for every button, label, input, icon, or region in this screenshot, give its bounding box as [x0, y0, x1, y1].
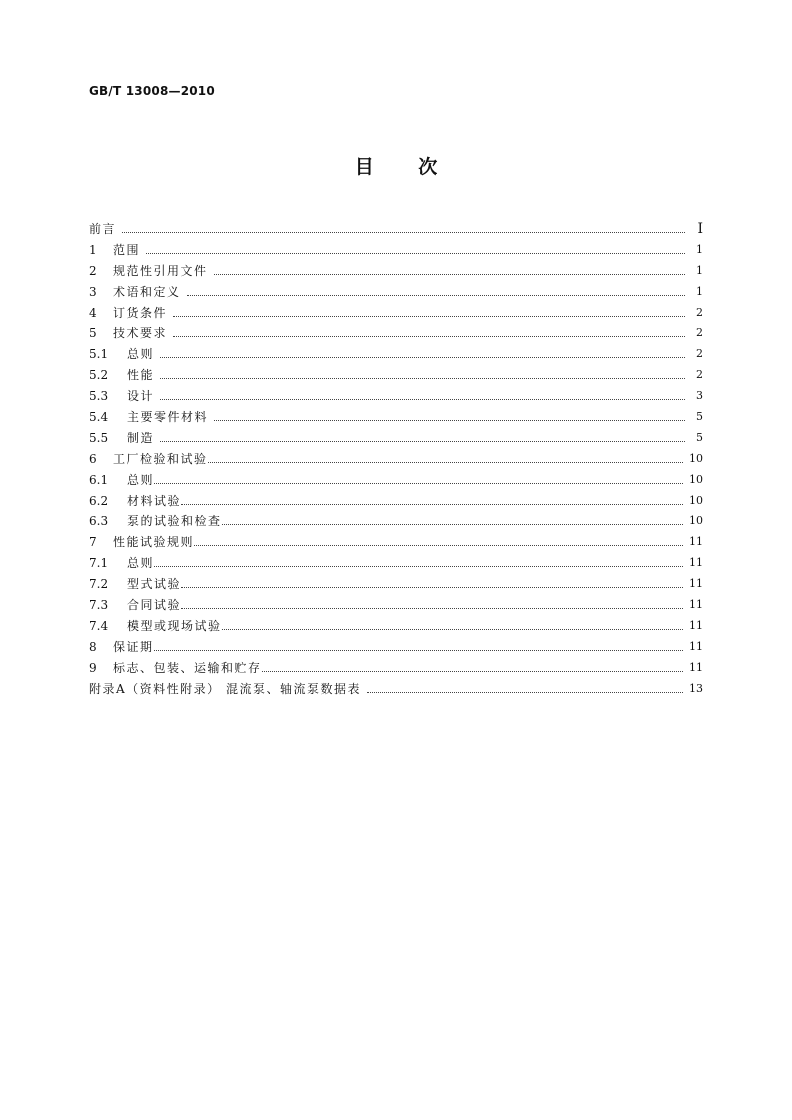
toc-dot-leader: [208, 461, 683, 463]
toc-entry-label: 模型或现场试验: [127, 618, 222, 633]
toc-entry[interactable]: [89, 236, 703, 257]
toc-entry-page: 2: [696, 326, 703, 340]
toc-entry-number: 6: [89, 451, 97, 466]
toc-dot-leader: [194, 544, 683, 546]
toc-dot-leader: [160, 398, 685, 400]
toc-entry-label: 主要零件材料: [127, 410, 209, 425]
toc-dot-leader: [122, 231, 685, 233]
toc-dot-leader: [214, 273, 685, 275]
toc-entry-label: 规范性引用文件: [113, 263, 208, 278]
toc-entry-number: 7.4: [89, 618, 109, 633]
toc-dot-leader: [181, 503, 683, 505]
toc-entry-page: 11: [689, 639, 703, 653]
toc-entry-label: 性能: [127, 368, 155, 383]
toc-entry-number: 9: [89, 660, 97, 675]
toc-entry-page: 3: [696, 389, 703, 403]
toc-entry-label: 技术要求: [113, 326, 168, 341]
toc-dot-leader: [367, 691, 683, 693]
toc-entry-label: 总则: [127, 556, 155, 571]
toc-entry[interactable]: [89, 257, 703, 278]
toc-entry-page: 1: [696, 263, 703, 277]
toc-dot-leader: [154, 649, 683, 651]
toc-entry[interactable]: [89, 299, 703, 320]
toc-dot-leader: [262, 670, 683, 672]
toc-entry-label: 总则: [127, 347, 155, 362]
toc-dot-leader: [154, 565, 683, 567]
toc-entry-label: 制造: [127, 430, 155, 445]
toc-entry-number: 6.1: [89, 472, 109, 487]
toc-entry-label: 订货条件: [113, 305, 168, 320]
toc-entry-number: 7.1: [89, 556, 109, 571]
toc-entry[interactable]: [89, 424, 703, 445]
toc-dot-leader: [146, 252, 685, 254]
table-of-contents: [89, 216, 703, 696]
toc-dot-leader: [160, 377, 685, 379]
toc-entry[interactable]: [89, 466, 703, 487]
toc-entry-page: 10: [689, 493, 703, 507]
toc-entry-label: 前言: [89, 222, 117, 236]
toc-entry[interactable]: [89, 675, 703, 696]
toc-entry[interactable]: [89, 528, 703, 549]
toc-entry-label: 合同试验: [127, 598, 182, 613]
toc-entry-page: 11: [689, 577, 703, 591]
toc-entry-number: 2: [89, 263, 97, 278]
toc-entry-number: 6.2: [89, 493, 109, 508]
toc-entry-number: 5: [89, 326, 97, 341]
toc-entry-page: 10: [689, 472, 703, 486]
toc-entry-number: 7.3: [89, 598, 109, 613]
toc-entry-label: 范围: [113, 242, 141, 257]
toc-entry-number: 5.4: [89, 410, 109, 425]
page-title: 目 次: [354, 156, 438, 178]
toc-entry[interactable]: [89, 612, 703, 633]
toc-entry[interactable]: [89, 654, 703, 675]
toc-entry-label: 性能试验规则: [113, 535, 195, 550]
standard-code: GB/T 13008—2010: [89, 84, 215, 98]
toc-entry-number: 4: [89, 305, 97, 320]
toc-entry-label: 设计: [127, 389, 155, 404]
toc-entry-number: 5.1: [89, 347, 109, 362]
toc-entry-number: 3: [89, 284, 97, 299]
toc-entry-page: 11: [689, 535, 703, 549]
toc-dot-leader: [222, 523, 683, 525]
toc-dot-leader: [181, 586, 683, 588]
toc-entry-page: 5: [696, 410, 703, 424]
toc-dot-leader: [222, 628, 683, 630]
toc-entry-page: Ⅰ: [697, 221, 703, 237]
toc-entry[interactable]: [89, 487, 703, 508]
toc-dot-leader: [173, 315, 685, 317]
toc-entry[interactable]: [89, 382, 703, 403]
toc-entry-page: 2: [696, 368, 703, 382]
toc-entry[interactable]: [89, 549, 703, 570]
toc-entry[interactable]: [89, 216, 703, 236]
toc-dot-leader: [154, 482, 683, 484]
toc-entry-page: 11: [689, 618, 703, 632]
toc-entry-label: 总则: [127, 472, 155, 487]
toc-entry[interactable]: [89, 278, 703, 299]
toc-dot-leader: [181, 607, 683, 609]
toc-entry-page: 1: [696, 242, 703, 256]
toc-entry-number: 1: [89, 242, 97, 257]
toc-entry-label: 附录A（资料性附录） 混流泵、轴流泵数据表: [89, 681, 361, 696]
toc-entry[interactable]: [89, 403, 703, 424]
toc-entry-page: 11: [689, 660, 703, 674]
toc-entry-page: 5: [696, 430, 703, 444]
toc-entry[interactable]: [89, 570, 703, 591]
toc-dot-leader: [187, 294, 685, 296]
toc-entry-page: 11: [689, 598, 703, 612]
toc-entry[interactable]: [89, 361, 703, 382]
toc-entry-page: 2: [696, 305, 703, 319]
toc-entry-page: 13: [689, 681, 703, 695]
toc-entry-page: 10: [689, 514, 703, 528]
toc-entry-label: 保证期: [113, 639, 154, 654]
toc-entry[interactable]: [89, 340, 703, 361]
toc-entry[interactable]: [89, 591, 703, 612]
toc-entry-label: 泵的试验和检查: [127, 514, 222, 529]
toc-entry-number: 6.3: [89, 514, 109, 529]
toc-entry[interactable]: [89, 320, 703, 341]
toc-entry-label: 标志、包装、运输和贮存: [113, 660, 262, 675]
toc-entry-label: 工厂检验和试验: [113, 451, 208, 466]
toc-dot-leader: [173, 335, 685, 337]
toc-entry-number: 5.3: [89, 389, 109, 404]
toc-entry-label: 材料试验: [127, 493, 182, 508]
toc-entry-number: 7.2: [89, 577, 109, 592]
toc-entry-number: 8: [89, 639, 97, 654]
toc-entry-number: 5.5: [89, 430, 109, 445]
toc-entry-number: 5.2: [89, 368, 109, 383]
toc-dot-leader: [160, 440, 685, 442]
toc-dot-leader: [214, 419, 685, 421]
toc-entry-number: 7: [89, 535, 97, 550]
toc-entry[interactable]: [89, 633, 703, 654]
toc-dot-leader: [160, 356, 685, 358]
toc-entry[interactable]: [89, 508, 703, 529]
toc-entry-label: 型式试验: [127, 577, 182, 592]
toc-entry-page: 1: [696, 284, 703, 298]
toc-entry[interactable]: [89, 445, 703, 466]
toc-entry-page: 11: [689, 556, 703, 570]
toc-entry-page: 10: [689, 451, 703, 465]
toc-entry-page: 2: [696, 347, 703, 361]
toc-entry-label: 术语和定义: [113, 284, 181, 299]
